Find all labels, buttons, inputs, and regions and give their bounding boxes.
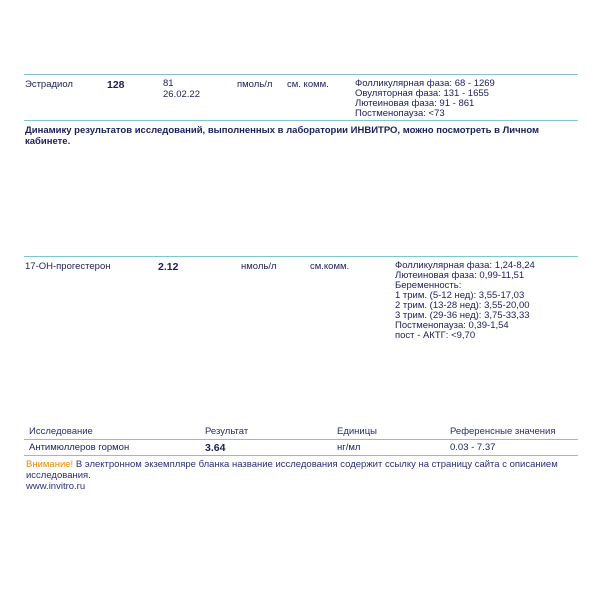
test-name-estradiol[interactable]: Эстрадиол <box>25 79 73 90</box>
previous-value: 81 <box>163 78 174 89</box>
comment-estradiol: см. комм. <box>287 79 329 90</box>
reference-line: пост - АКТГ: <9,70 <box>395 330 476 341</box>
column-header-reference: Референсные значения <box>450 426 556 437</box>
comment-17oh-progesterone: см.комм. <box>310 261 350 272</box>
dynamics-note: Динамику результатов исследований, выполненных в лаборатории ИНВИТРО, можно посмотреть в Личном кабинете. <box>25 125 540 147</box>
divider <box>24 439 578 440</box>
reference-line: Овуляторная фаза: 131 - 1655 <box>355 88 489 99</box>
divider <box>24 120 578 121</box>
reference-line: Лютеиновая фаза: 91 - 861 <box>355 98 475 109</box>
divider <box>24 256 578 257</box>
column-header-result: Результат <box>205 426 249 437</box>
warning-label: Внимание! <box>26 459 74 470</box>
reference-line: Фолликулярная фаза: 1,24-8,24 <box>395 260 535 271</box>
divider <box>24 74 578 75</box>
reference-line: Лютеиновая фаза: 0,99-11,51 <box>395 270 525 281</box>
column-header-units: Единицы <box>337 426 378 437</box>
reference-line: 3 трим. (29-36 нед): 3,75-33,33 <box>395 310 530 321</box>
column-header-study: Исследование <box>29 426 93 437</box>
reference-line: Беременность: <box>395 280 462 291</box>
units-17oh-progesterone: нмоль/л <box>241 261 277 272</box>
result-value-amh: 3.64 <box>205 442 226 454</box>
notice <box>26 459 581 481</box>
reference-line: 1 трим. (5-12 нед): 3,55-17,03 <box>395 290 525 301</box>
test-name-17oh-progesterone[interactable]: 17-ОН-прогестерон <box>25 261 111 272</box>
reference-17oh-progesterone <box>395 261 535 341</box>
reference-amh: 0.03 - 7.37 <box>450 442 496 453</box>
reference-line: Постменопауза: 0,39-1,54 <box>395 320 509 331</box>
reference-line: Постменопауза: <73 <box>355 108 445 119</box>
reference-line: Фолликулярная фаза: 68 - 1269 <box>355 78 495 89</box>
test-name-amh[interactable]: Антимюллеров гормон <box>29 442 130 453</box>
reference-line: 2 трим. (13-28 нед): 3,55-20,00 <box>395 300 530 311</box>
previous-date: 26.02.22 <box>163 89 200 100</box>
notice-text: В электронном экземпляре бланка название исследования содержит ссылку на страницу сайта с описанием исследования. <box>26 459 558 481</box>
units-estradiol: пмоль/л <box>237 79 273 90</box>
divider <box>24 455 578 456</box>
result-value-estradiol: 128 <box>107 79 125 91</box>
result-value-17oh-progesterone: 2.12 <box>158 261 179 273</box>
reference-estradiol <box>355 79 495 119</box>
units-amh: нг/мл <box>337 442 361 453</box>
website-link[interactable]: www.invitro.ru <box>26 481 86 492</box>
